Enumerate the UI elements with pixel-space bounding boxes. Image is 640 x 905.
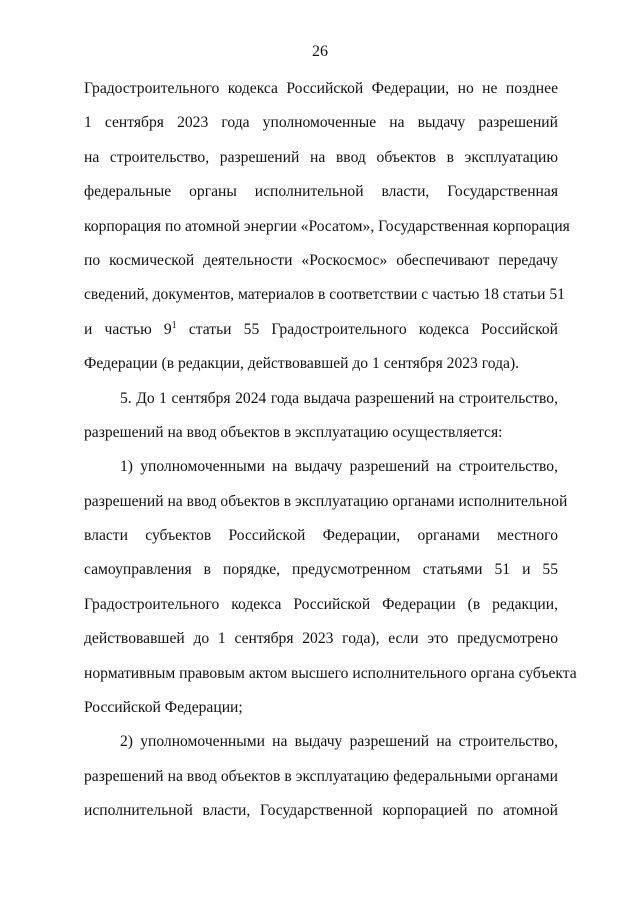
text-fragment: статьи 55 Градостроительного кодекса Российской xyxy=(188,320,559,338)
text-line: Российской Федерации; xyxy=(84,699,243,717)
text-line: разрешений на ввод объектов в эксплуатацию федеральными органами xyxy=(84,767,558,785)
text-line: Федерации (в редакции, действовавшей до 1 сентября 2023 года). xyxy=(84,355,520,373)
text-line: 1 сентября 2023 года уполномоченные на выдачу разрешений xyxy=(84,114,558,132)
text-line: исполнительной власти, Государственной корпорацией по атомной xyxy=(84,802,558,820)
paragraph-start-line: 5. До 1 сентября 2024 года выдача разрешений на строительство, xyxy=(120,389,558,407)
text-line: по космической деятельности «Роскосмос» обеспечивают передачу xyxy=(84,251,558,269)
page-number: 26 xyxy=(312,43,328,60)
text-line: разрешений на ввод объектов в эксплуатацию органами исполнительной xyxy=(84,492,568,510)
text-line: разрешений на ввод объектов в эксплуатацию осуществляется: xyxy=(84,423,503,441)
text-line: Градостроительного кодекса Российской Федерации, но не позднее xyxy=(84,80,558,97)
paragraph-start-line: 1) уполномоченными на выдачу разрешений на строительство, xyxy=(120,458,558,476)
text-line: самоуправления в порядке, предусмотренном статьями 51 и 55 xyxy=(84,561,558,579)
text-line: корпорация по атомной энергии «Росатом», Государственная корпорация xyxy=(84,217,570,235)
text-line: сведений, документов, материалов в соответствии с частью 18 статьи 51 xyxy=(84,286,565,304)
text-fragment: и частью 9 xyxy=(84,320,172,338)
paragraph-start-line: 2) уполномоченными на выдачу разрешений на строительство, xyxy=(120,733,558,751)
text-line: действовавшей до 1 сентября 2023 года), если это предусмотрено xyxy=(84,630,558,648)
text-line: нормативным правовым актом высшего исполнительного органа субъекта xyxy=(84,664,577,682)
text-line: Градостроительного кодекса Российской Федерации (в редакции, xyxy=(84,595,558,613)
document-body xyxy=(84,72,577,829)
text-line: на строительство, разрешений на ввод объектов в эксплуатацию xyxy=(84,148,558,166)
superscript: 1 xyxy=(171,319,177,331)
text-line: федеральные органы исполнительной власти, Государственная xyxy=(84,183,558,201)
text-line xyxy=(84,313,558,347)
text-line: власти субъектов Российской Федерации, органами местного xyxy=(84,527,558,545)
